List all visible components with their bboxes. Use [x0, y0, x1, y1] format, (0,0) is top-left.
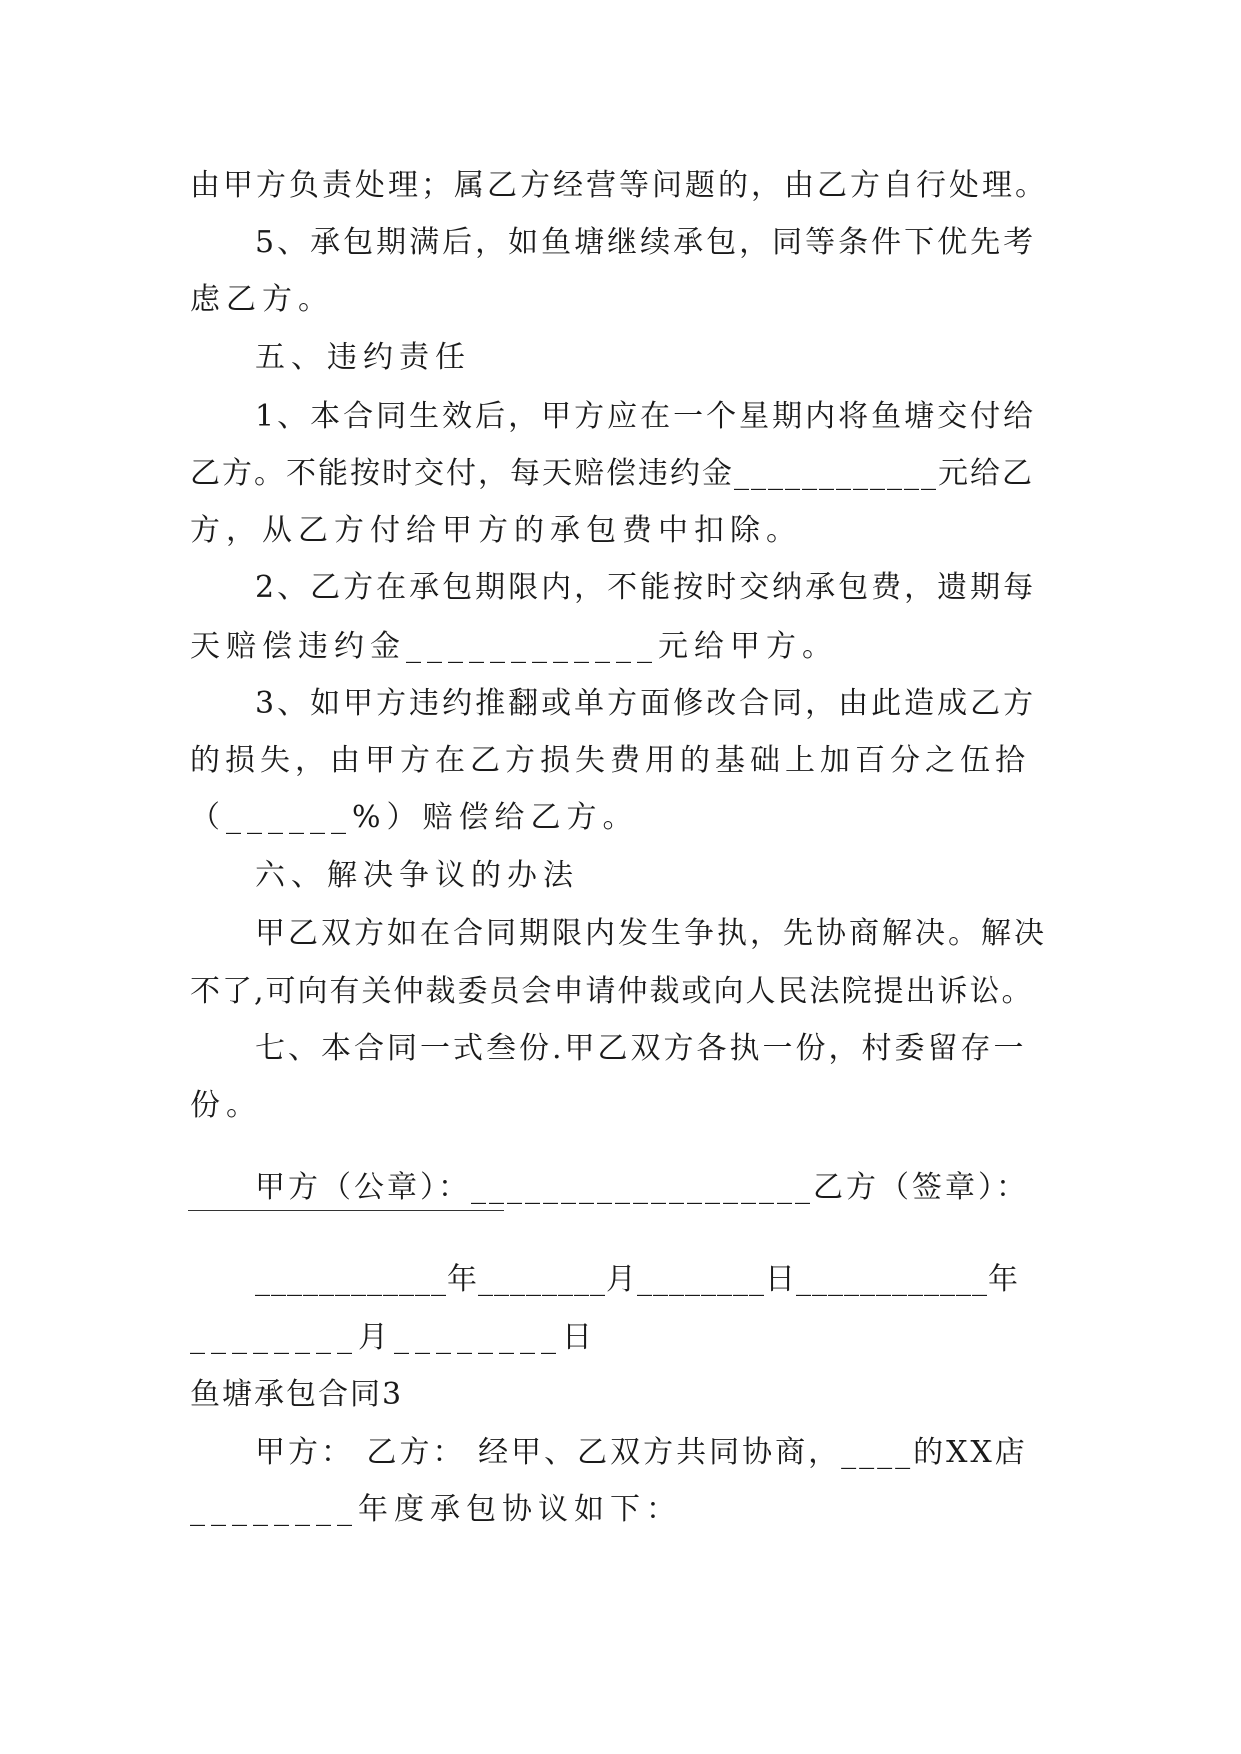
text-line: 不了,可向有关仲裁委员会申请仲裁或向人民法院提出诉讼。	[190, 974, 1034, 1009]
text-line: 天赔偿违约金____________元给甲方。	[190, 629, 838, 664]
text-line: 2、乙方在承包期限内，不能按时交纳承包费，遗期每	[255, 570, 1037, 605]
text-line: ________年度承包协议如下：	[190, 1492, 682, 1527]
signature-blank-rule	[188, 1210, 504, 1211]
text-line: 1、本合同生效后，甲方应在一个星期内将鱼塘交付给	[255, 399, 1037, 434]
text-line: 由甲方负责处理；属乙方经营等问题的，由乙方自行处理。	[190, 168, 1048, 203]
text-line: 乙方。不能按时交付，每天赔偿违约金____________元给乙	[190, 456, 1034, 491]
text-line: 甲方： 乙方： 经甲、乙双方共同协商，____的XX店	[255, 1435, 1028, 1470]
text-line: 甲乙双方如在合同期限内发生争执，先协商解决。解决	[255, 916, 1047, 951]
text-line: （______%）赔偿给乙方。	[190, 800, 639, 835]
date-line: ____________年________月________日____________年	[255, 1262, 1019, 1297]
text-line: 七、本合同一式叁份.甲乙双方各执一份，村委留存一	[255, 1031, 1027, 1066]
contract-title: 鱼塘承包合同3	[190, 1377, 404, 1412]
text-line: 5、承包期满后，如鱼塘继续承包，同等条件下优先考	[255, 225, 1037, 260]
text-line: 方，从乙方付给甲方的承包费中扣除。	[190, 513, 802, 548]
section-heading: 五、违约责任	[255, 340, 471, 375]
text-line: 虑乙方。	[190, 282, 334, 317]
text-line: 份。	[190, 1088, 262, 1123]
signature-line: 甲方（公章）：___________________乙方（签章）：	[255, 1170, 1029, 1205]
text-line: 的损失，由甲方在乙方损失费用的基础上加百分之伍拾	[190, 743, 1030, 778]
text-line: 3、如甲方违约推翻或单方面修改合同，由此造成乙方	[255, 686, 1037, 721]
section-heading: 六、解决争议的办法	[255, 858, 579, 893]
date-line: ________月________日	[190, 1320, 598, 1355]
